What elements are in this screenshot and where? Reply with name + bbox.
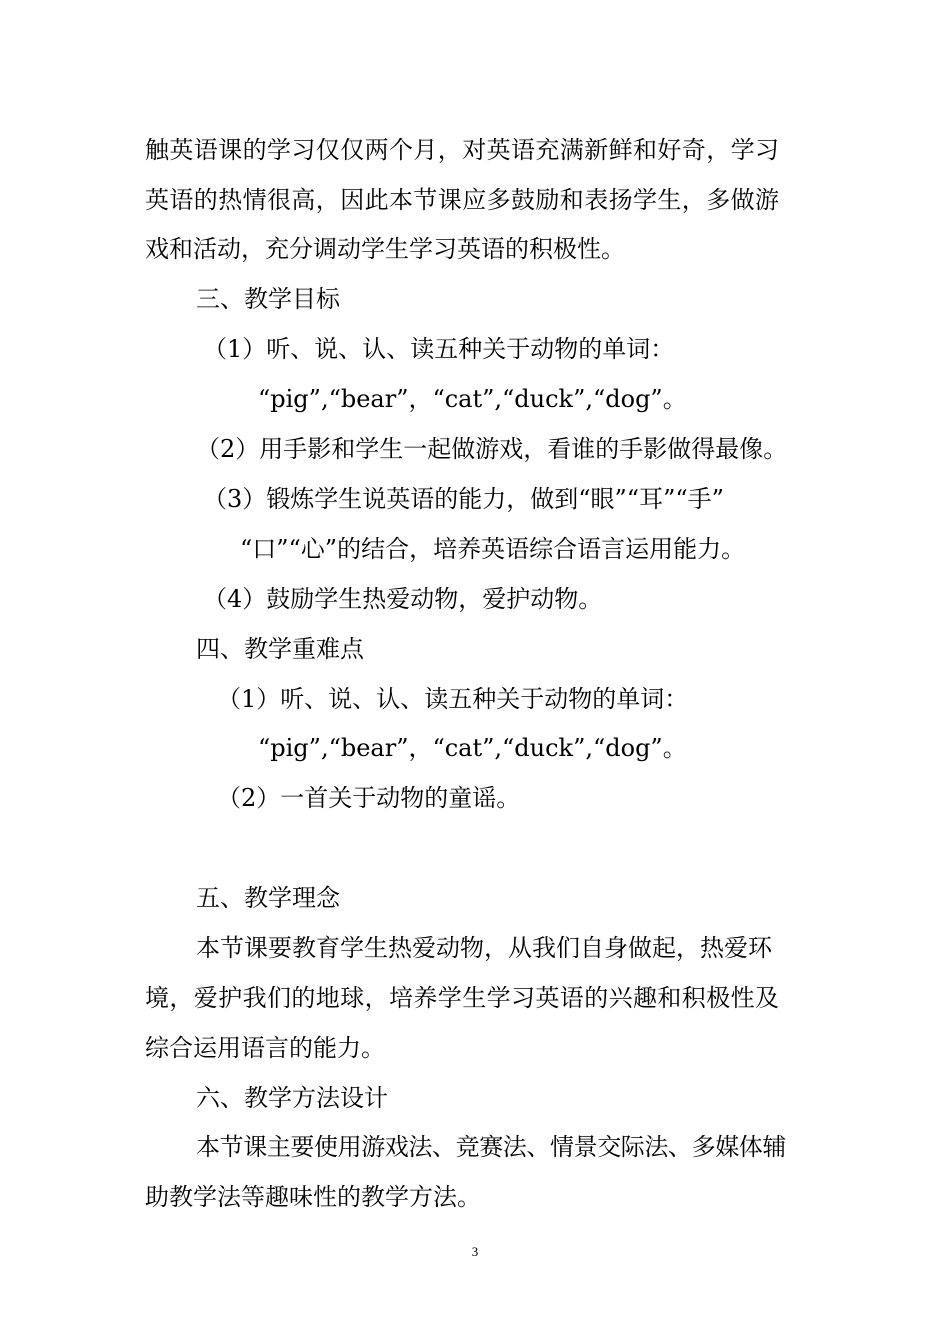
paragraph-line: 境，爱护我们的地球，培养学生学习英语的兴趣和积极性及 [145,984,780,1012]
paragraph-line: 本节课要教育学生热爱动物，从我们自身做起，热爱环 [196,934,772,962]
vocabulary-line: “pig”,“bear”，“cat”,“duck”,“dog”。 [258,734,687,762]
list-item: （3）锻炼学生说英语的能力，做到“眼”“耳”“手” [203,485,724,513]
paragraph-line: 本节课主要使用游戏法、竞赛法、情景交际法、多媒体辅 [196,1133,786,1161]
section-heading-key-points: 四、教学重难点 [196,635,364,663]
list-item: （2）用手影和学生一起做游戏，看谁的手影做得最像。 [196,435,788,463]
paragraph-line: 英语的热情很高，因此本节课应多鼓励和表扬学生，多做游 [145,186,780,214]
paragraph-line: 触英语课的学习仅仅两个月，对英语充满新鲜和好奇，学习 [145,136,780,164]
section-heading-teaching-goals: 三、教学目标 [196,285,340,313]
list-item-continuation: “口”“心”的结合，培养英语综合语言运用能力。 [240,535,746,563]
vocabulary-line: “pig”,“bear”，“cat”,“duck”,“dog”。 [258,385,687,413]
list-item: （1）听、说、认、读五种关于动物的单词： [203,335,675,363]
section-heading-teaching-philosophy: 五、教学理念 [196,884,340,912]
list-item: （1）听、说、认、读五种关于动物的单词： [217,685,689,713]
list-item: （2）一首关于动物的童谣。 [217,784,521,812]
paragraph-line: 综合运用语言的能力。 [145,1034,385,1062]
paragraph-line: 戏和活动，充分调动学生学习英语的积极性。 [145,235,625,263]
paragraph-line: 助教学法等趣味性的教学方法。 [145,1183,481,1211]
page-number: 3 [471,1244,479,1259]
section-heading-teaching-methods: 六、教学方法设计 [196,1084,388,1112]
list-item: （4）鼓励学生热爱动物，爱护动物。 [203,585,603,613]
